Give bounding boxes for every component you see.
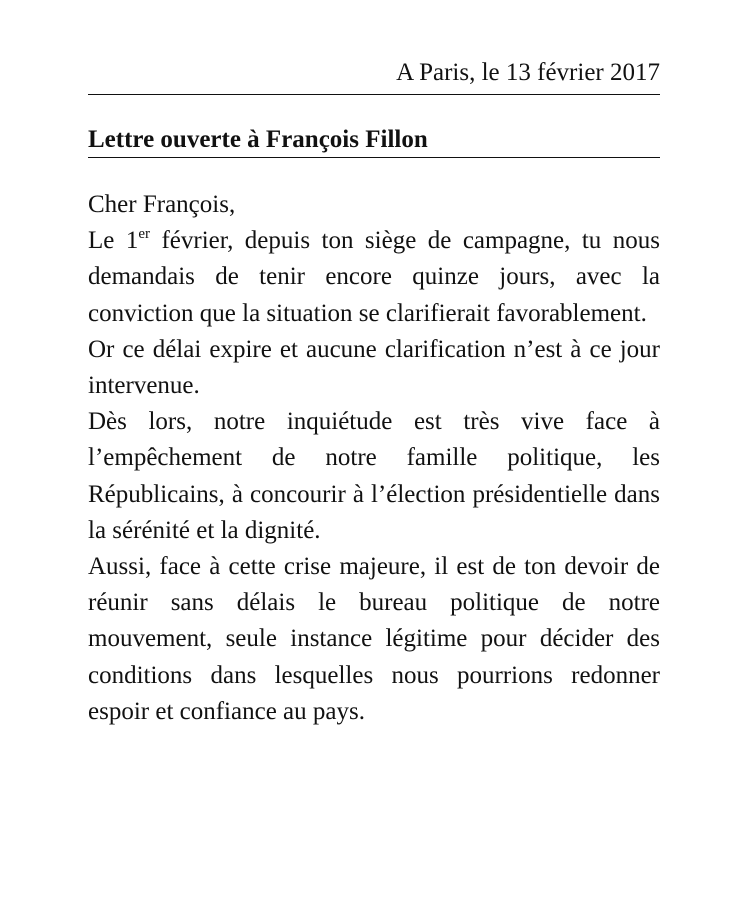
dateline: A Paris, le 13 février 2017 <box>396 59 660 86</box>
salutation: Cher François, <box>88 191 236 218</box>
letter-title: Lettre ouverte à François Fillon <box>88 126 428 153</box>
paragraph-1 <box>88 223 660 332</box>
title-rule <box>88 157 660 158</box>
paragraph-3: Dès lors, notre inquiétude est très vive face à l’empêchement de notre famille politique, les Républicains, à concourir à l’élection présidentielle dans la sérénité et la dignité. <box>88 408 660 544</box>
paragraph-1-rest: février, depuis ton siège de campagne, tu nous demandais de tenir encore quinze jours, avec la conviction que la situation se clarifierait favorablement. <box>88 227 660 327</box>
paragraph-4: Aussi, face à cette crise majeure, il est de ton devoir de réunir sans délais le bureau politique de notre mouvement, seule instance légitime pour décider des conditions dans lesquelles nous pourrions redonner espoir et confiance au pays. <box>88 553 660 725</box>
paragraph-2: Or ce délai expire et aucune clarification n’est à ce jour intervenue. <box>88 335 660 400</box>
ordinal-superscript: er <box>138 225 150 242</box>
paragraph-1-prefix: Le 1 <box>88 227 139 255</box>
letter-body <box>88 187 660 730</box>
dateline-rule <box>88 94 660 95</box>
